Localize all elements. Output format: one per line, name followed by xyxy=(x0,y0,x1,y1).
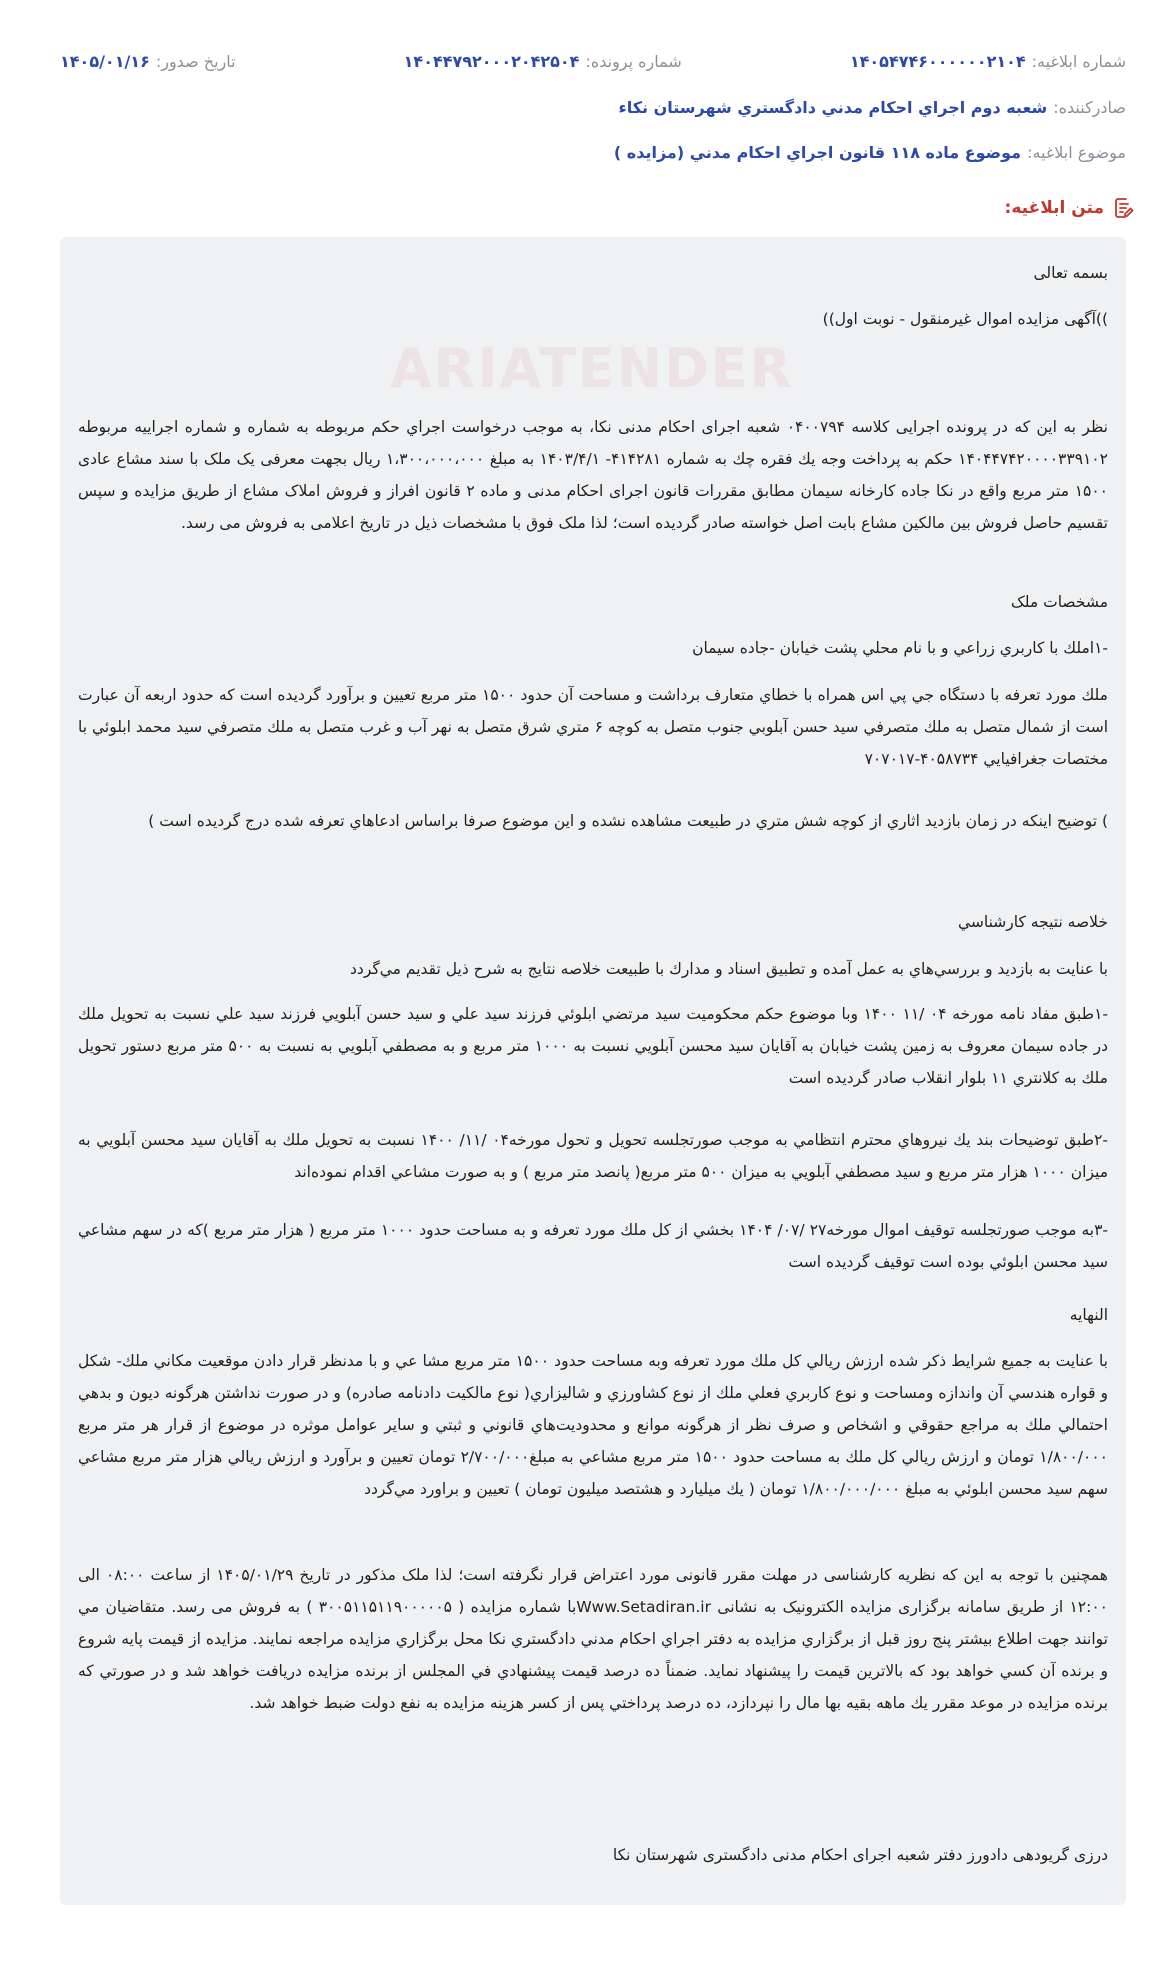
issue-date xyxy=(60,52,236,71)
text-paragraph: همچنین با توجه به این که نظریه کارشناسی در مهلت مقرر قانونی مورد اعتراض قرار نگرفته است؛ لذا ملک مذکور در تاریخ ۱۴۰۵/۰۱/۲۹ از ساعت ۰۸:۰۰ الی ۱۲:۰۰ از طریق سامانه برگزاری مزایده الکترونیک به نشانی Www.Setadiran.irبا شماره مزایده ( ۳۰۰۵۱۱۵۱۱۹۰۰۰۰۰۵ ) به فروش می رسد. متقاضیان مي توانند جهت اطلاع بيشتر پنج روز قبل از برگزاري مزايده به دفتر اجراي احكام مدني دادگستري نكا محل برگزاري مزايده مراجعه نمايند. مزايده از قيمت پايه شروع و برنده آن كسي خواهد بود كه بالاترين قيمت را پيشنهاد نمايد. ضمناً ده درصد قيمت پيشنهادي في المجلس از برنده مزايده دريافت خواهد شد و در صورتي كه برنده مزايده در موعد مقرر يك ماهه بقيه بها مال را نپردازد، ده درصد پرداختي پس از كسر هزينه مزايده به نفع دولت ضبط خواهد شد. xyxy=(78,1566,1108,1712)
text-paragraph: ) توضيح اينكه در زمان بازديد اثاري از كوچه شش متري در طبيعت مشاهده نشده و اين موضوع صرفا براساس ادعاهاي تعرفه شده درج گرديده است ) xyxy=(148,812,1108,830)
text-paragraph: -۱املك با كاربري زراعي و با نام محلي پشت خيابان -جاده سيمان xyxy=(692,639,1108,657)
notice-content-box xyxy=(60,237,1126,1905)
text-paragraph: با عنايت به بازديد و بررسي‌هاي به عمل آمده و تطبيق اسناد و مدارك با طبيعت خلاصه نتايج به شرح ذيل تقديم مي‌گردد xyxy=(350,960,1108,978)
text-paragraph: با عنايت به جميع شرايط ذكر شده ارزش ريالي كل ملك مورد تعرفه وبه مساحت حدود ۱۵۰۰ متر مربع مشا عي و با مدنظر قرار دادن موقعيت مكاني ملك- شكل و قواره هندسي آن واندازه ومساحت و نوع كاربري فعلي ملك از نوع كشاورزي و شاليزاري( نوع مالكيت دادنامه صادره) و در صورت نداشتن هرگونه ديون و بدهي احتمالي ملك به مراجع حقوقي و اشخاص و صرف نظر از هرگونه موانع و محدوديت‌هاي قانوني و ثبتي و ساير عوامل موثره در موضوع از قرار هر متر مربع ۱/۸۰۰/۰۰۰ تومان و ارزش ريالي كل ملك به مساحت حدود ۱۵۰۰ متر مربع مشاعي به مبلغ۲/۷۰۰/۰۰۰ تومان تعيين و برآورد و ارزش ريالي هزار متر مربع مشاعي سهم سيد محسن ابلوئي به مبلغ ۱/۸۰۰/۰۰۰/۰۰۰ تومان ( يك ميليارد و هشتصد ميليون تومان ) تعيين و براورد مي‌گردد xyxy=(78,1352,1108,1498)
text-paragraph: بسمه تعالی xyxy=(1033,264,1108,282)
subject xyxy=(614,143,1126,162)
subject-value: موضوع ماده ۱۱۸ قانون اجراي احکام مدني (مزايده ) xyxy=(613,143,1022,162)
notice-number xyxy=(850,52,1126,71)
text-paragraph: نظر به این که در پرونده اجرایی کلاسه ۰۴۰۰۷۹۴ شعبه اجرای احکام مدنی نکا، به موجب درخواست اجراي حکم مربوطه به شماره و شماره اجراییه مربوطه ۱۴۰۴۴۷۴۲۰۰۰۰۳۳۹۱۰۲ حکم به پرداخت وجه یك فقره چك به شماره ۴۱۴۲۸۱- ۱۴۰۳/۴/۱ به مبلغ ۱،۳۰۰،۰۰۰،۰۰۰ ریال بجهت معرفی یک ملک با سند مشاع عادی ۱۵۰۰ متر مربع واقع در نکا جاده کارخانه سیمان مطابق مقررات قانون اجرای احکام مدنی و ماده ۲ قانون افراز و فروش املاک مشاع از طریق مزایده و سپس تقسیم حاصل فروش بین مالکین مشاع بابت اصل خواسته صادر گردیده است؛ لذا ملک فوق با مشخصات ذیل در تاریخ اعلامی به فروش می رسد. xyxy=(78,418,1109,532)
text-paragraph: ))آگهی مزایده اموال غیرمنقول - نوبت اول)) xyxy=(822,310,1108,328)
document-edit-icon xyxy=(1112,196,1136,220)
notice-text-title: متن ابلاغیه: xyxy=(1004,198,1104,218)
issuer-label: صادرکننده: xyxy=(1053,98,1126,117)
text-paragraph: -۱طبق مفاد نامه مورخه ۰۴ /۱۱ ۱۴۰۰ وبا موضوع حكم محكوميت سيد مرتضي ابلوئي فرزند سيد علي و سيد حسن آبلويي فرزند سيد علي نسبت به تحويل ملك در جاده سيمان معروف به زمين پشت خيابان به آقايان سيد محسن آبلويي نسبت به ۱۰۰۰ متر مربع و به مصطفي آبلويي به نسبت به ۵۰۰ متر مربع دستور تحويل ملك به كلانتري ۱۱ بلوار انقلاب صادر گرديده است xyxy=(78,1005,1108,1087)
text-paragraph: -۳به موجب صورتجلسه توقيف اموال مورخه۲۷ /۰۷/ ۱۴۰۴ بخشي از كل ملك مورد تعرفه و به مساحت حدود ۱۰۰۰ متر مربع ( هزار متر مربع )كه در سهم مشاعي سيد محسن ابلوئي بوده است توقيف گرديده است xyxy=(78,1221,1109,1271)
notice-number-label: شماره ابلاغیه: xyxy=(1031,52,1126,71)
signature-line: درزی گریودهی دادورز دفتر شعبه اجرای احکام مدنی دادگستری شهرستان نکا xyxy=(612,1846,1108,1864)
header-meta-row xyxy=(60,52,1126,71)
text-paragraph: مشخصات ملک xyxy=(1010,593,1108,611)
notice-number-value: ۱۴۰۵۴۷۴۶۰۰۰۰۰۰۲۱۰۴ xyxy=(849,52,1026,71)
subject-label: موضوع ابلاغیه: xyxy=(1027,143,1126,162)
case-number-value: ۱۴۰۴۴۷۹۲۰۰۰۲۰۴۲۵۰۴ xyxy=(403,52,580,71)
notice-text-heading xyxy=(1005,196,1136,220)
case-number-label: شماره پرونده: xyxy=(585,52,682,71)
issue-date-label: تاریخ صدور: xyxy=(155,52,236,71)
subject-row xyxy=(60,143,1126,162)
watermark-logo: ARIATENDER xyxy=(390,337,794,400)
text-paragraph: خلاصه نتيجه كارشناسي xyxy=(957,913,1108,931)
case-number xyxy=(404,52,682,71)
text-paragraph: ملك مورد تعرفه با دستگاه جي پي اس همراه با خطاي متعارف برداشت و مساحت آن حدود ۱۵۰۰ متر مربع تعيين و برآورد گرديده است كه حدود اربعه آن عبارت است از شمال متصل به ملك متصرفي سيد حسن آبلوبي جنوب متصل به كوچه ۶ متري شرق متصل به نهر آب و غرب متصل به ملك متصرفي سيد محمد ابلوئي با مختصات جغرافيايي ۴۰۵۸۷۳۴-۷۰۷۰۱۷ xyxy=(78,686,1109,768)
text-paragraph: -۲طبق توضيحات بند يك نيروهاي محترم انتظامي به موجب صورتجلسه تحويل و تحول مورخه۰۴ /۱۱/ ۱۴۰۰ نسبت به تحويل ملك به آقايان سيد محسن آبلويي به ميزان ۱۰۰۰ هزار متر مربع و سيد مصطفي آبلويي به ميزان ۵۰۰ متر مربع( پانصد متر مربع ) و به صورت مشاعي اقدام نموده‌اند xyxy=(78,1131,1108,1181)
issuer xyxy=(619,98,1126,117)
text-paragraph: النهايه xyxy=(1069,1306,1108,1324)
issuer-value: شعبه دوم اجراي احکام مدني دادگستري شهرستان نکاء xyxy=(618,98,1048,117)
issuer-row xyxy=(60,98,1126,117)
issue-date-value: ۱۴۰۵/۰۱/۱۶ xyxy=(60,52,150,71)
